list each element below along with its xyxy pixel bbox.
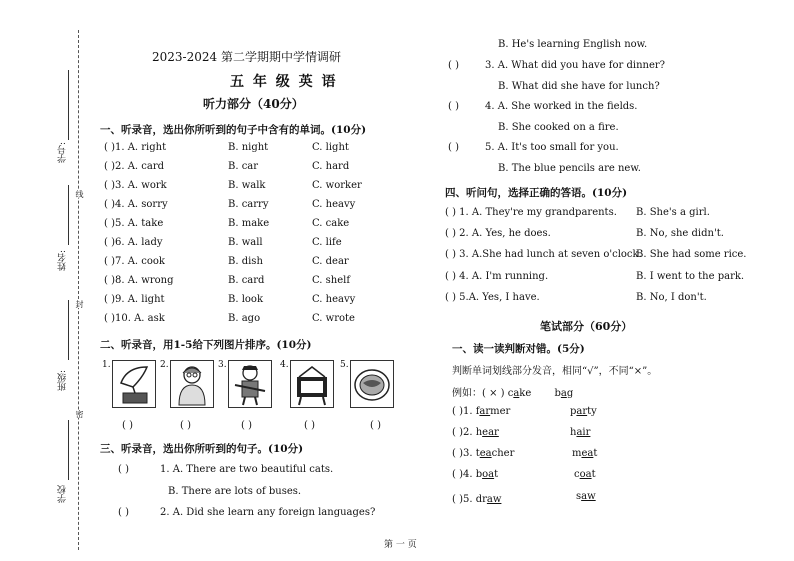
field-line (68, 185, 69, 245)
option-b: B. She had some rice. (636, 249, 747, 260)
question-number: ( )3. A. work (104, 180, 167, 191)
answer-blank[interactable]: ( ) (370, 420, 381, 431)
fold-line (78, 30, 79, 550)
option-c: C. cake (312, 218, 350, 229)
question-number: ( )2. A. card (104, 161, 165, 172)
section2-heading: 二、听录音，用1-5给下列图片排序。(10分) (100, 339, 312, 351)
question-number: ( )10. A. ask (104, 313, 165, 324)
judge-word2: hair (570, 427, 591, 438)
field-line (68, 300, 69, 360)
judge-word2: saw (576, 491, 596, 502)
option-b: B. look (228, 294, 264, 305)
option-b: B. I went to the park. (636, 271, 745, 282)
question-number: ( )9. A. light (104, 294, 165, 305)
option-b: B. car (228, 161, 259, 172)
cut-mark: 线 (75, 190, 84, 198)
cut-mark: 封 (75, 300, 84, 308)
judge-word2: party (570, 406, 597, 417)
option-b: B. ago (228, 313, 261, 324)
answer-blank[interactable]: ( ) (241, 420, 252, 431)
sign-board-icon (290, 360, 334, 408)
option-b: B. carry (228, 199, 269, 210)
question-row: ( ) 1. A. They're my grandparents. (445, 207, 617, 218)
option-b: B. What did she have for lunch? (498, 81, 660, 92)
question-number: ( )4. A. sorry (104, 199, 168, 210)
school-label: 学校 (58, 485, 68, 503)
option-a: 1. A. There are two beautiful cats. (160, 464, 334, 475)
answer-blank[interactable]: ( ) (122, 420, 133, 431)
picture-number: 4. (280, 360, 289, 370)
picture-number: 1. (102, 360, 111, 370)
judge-row: ( )3. teacher (452, 448, 515, 459)
gramophone-icon (112, 360, 156, 408)
picture-number: 3. (218, 360, 227, 370)
field-line (68, 70, 69, 140)
question-number: ( )1. A. right (104, 142, 167, 153)
answer-blank[interactable]: ( ) (180, 420, 191, 431)
option-b: B. The blue pencils are new. (498, 163, 641, 174)
section1-heading: 一、听录音，选出你所听到的句子中含有的单词。(10分) (100, 124, 367, 136)
option-c: C. dear (312, 256, 349, 267)
option-b: B. She cooked on a fire. (498, 122, 619, 133)
answer-blank[interactable]: ( ) (448, 142, 459, 153)
round-dish-icon (350, 360, 394, 408)
field-line (68, 420, 69, 480)
instruction-text: 判断单词划线部分发音，相同“√”，不同“×”。 (452, 366, 658, 377)
question-row: ( ) 4. A. I'm running. (445, 271, 549, 282)
page-footer: 第 一 页 (384, 540, 417, 550)
question-number: ( )8. A. wrong (104, 275, 174, 286)
option-b: B. No, she didn't. (636, 228, 724, 239)
option-b: B. dish (228, 256, 263, 267)
student-id-label: 学号: (58, 142, 68, 164)
option-c: C. heavy (312, 199, 356, 210)
question-number: ( )6. A. lady (104, 237, 163, 248)
question-row: ( ) 5.A. Yes, I have. (445, 292, 540, 303)
option-a: 2. A. Did she learn any foreign languages? (160, 507, 376, 518)
judge-row: ( )5. draw (452, 494, 502, 505)
option-c: C. wrote (312, 313, 355, 324)
written-section1-heading: 一、读一读判断对错。(5分) (452, 343, 585, 355)
option-c: C. heavy (312, 294, 356, 305)
option-c: C. shelf (312, 275, 351, 286)
example-row: 例如：( × ) cake bag (452, 388, 574, 399)
listening-part-title: 听力部分（40分） (203, 97, 304, 111)
option-b: B. walk (228, 180, 266, 191)
class-label: 班级: (58, 370, 68, 392)
answer-blank[interactable]: ( ) (448, 60, 459, 71)
judge-row: ( )4. boat (452, 469, 499, 480)
option-a: 4. A. She worked in the fields. (485, 101, 638, 112)
option-c: C. light (312, 142, 349, 153)
name-label: 姓名: (58, 250, 68, 272)
judge-row: ( )1. farmer (452, 406, 511, 417)
example-prefix: 例如：( × ) (452, 388, 508, 399)
option-b: B. wall (228, 237, 263, 248)
option-a: 3. A. What did you have for dinner? (485, 60, 666, 71)
boy-with-instrument-icon (228, 360, 272, 408)
option-c: C. life (312, 237, 342, 248)
option-b: B. He's learning English now. (498, 39, 648, 50)
answer-blank[interactable]: ( ) (118, 464, 129, 475)
option-b: B. No, I don't. (636, 292, 707, 303)
question-number: ( )5. A. take (104, 218, 164, 229)
section3-heading: 三、听录音，选出你所听到的句子。(10分) (100, 443, 304, 455)
option-b: B. She's a girl. (636, 207, 710, 218)
picture-number: 5. (340, 360, 349, 370)
judge-word2: coat (574, 469, 596, 480)
binding-margin (8, 10, 90, 550)
question-row: ( ) 2. A. Yes, he does. (445, 228, 551, 239)
question-number: ( )7. A. cook (104, 256, 165, 267)
judge-word2: meat (572, 448, 598, 459)
option-c: C. hard (312, 161, 350, 172)
answer-blank[interactable]: ( ) (448, 101, 459, 112)
option-c: C. worker (312, 180, 362, 191)
grandmother-icon (170, 360, 214, 408)
written-part-title: 笔试部分（60分） (540, 320, 633, 333)
picture-number: 2. (160, 360, 169, 370)
judge-row: ( )2. hear (452, 427, 499, 438)
option-b: B. card (228, 275, 265, 286)
option-b: B. make (228, 218, 270, 229)
cut-mark: 密 (75, 410, 84, 418)
section4-heading: 四、听问句，选择正确的答语。(10分) (445, 187, 628, 199)
option-b: B. night (228, 142, 269, 153)
answer-blank[interactable]: ( ) (304, 420, 315, 431)
question-row: ( ) 3. A.She had lunch at seven o'clock. (445, 249, 642, 260)
answer-blank[interactable]: ( ) (118, 507, 129, 518)
option-b: B. There are lots of buses. (168, 486, 302, 497)
exam-title: 2023-2024 第二学期期中学情调研 (152, 50, 341, 64)
option-a: 5. A. It's too small for you. (485, 142, 619, 153)
subject-title: 五 年 级 英 语 (230, 74, 338, 90)
